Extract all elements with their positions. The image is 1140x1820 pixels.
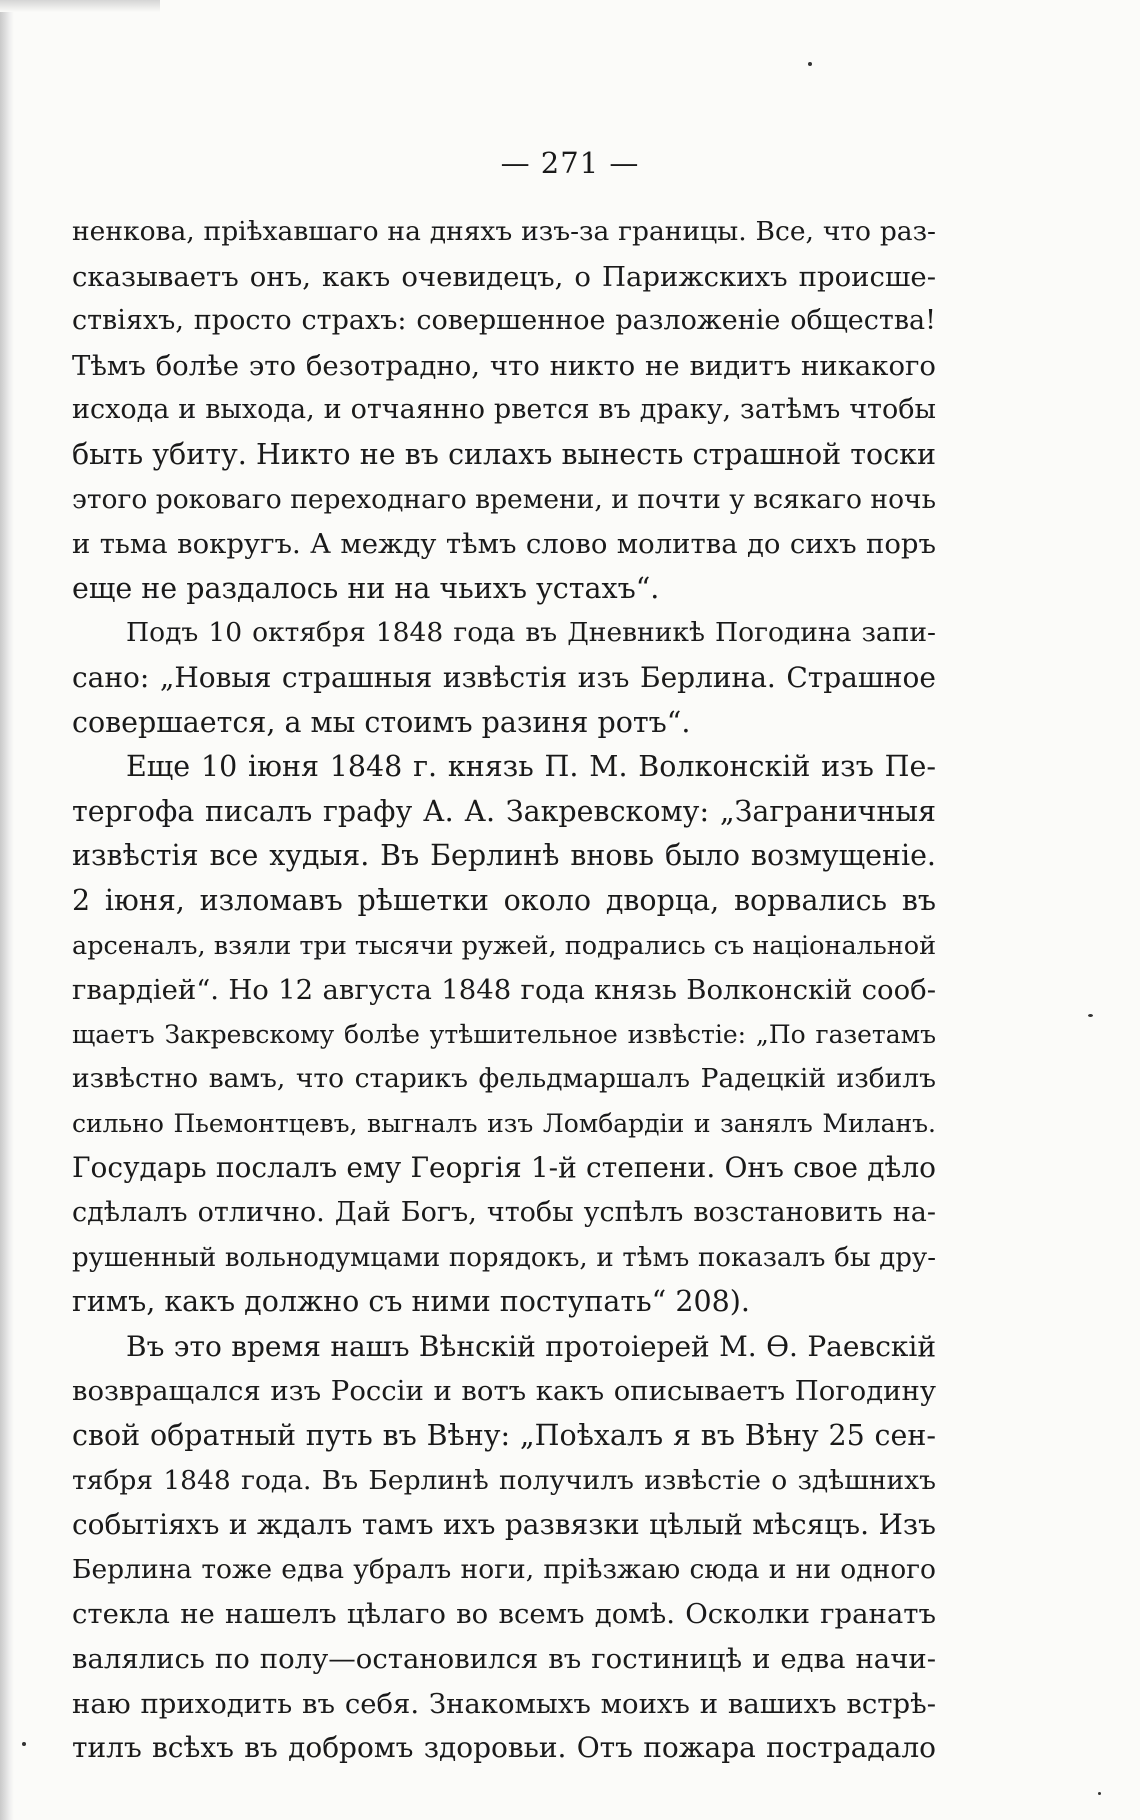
text-line: еще не раздалось ни на чьихъ устахъ“. bbox=[72, 571, 660, 605]
text-line: и тьма вокругъ. А между тѣмъ слово молитва до сихъ поръ bbox=[72, 528, 936, 561]
text-line: сильно Пьемонтцевъ, выгналъ изъ Ломбардіи и занялъ Миланъ. bbox=[72, 1108, 936, 1138]
scan-speck bbox=[1088, 1014, 1093, 1017]
scan-binding-shadow bbox=[0, 0, 14, 1820]
text-line: ствіяхъ, просто страхъ: совершенное разложеніе общества! bbox=[72, 305, 936, 337]
text-line: этого роковаго переходнаго времени, и почти у всякаго ночь bbox=[72, 483, 936, 515]
text-line: 2 іюня, изломавъ рѣшетки около дворца, ворвались въ bbox=[72, 883, 936, 917]
text-line: сано: „Новыя страшныя извѣстія изъ Берлина. Страшное bbox=[72, 660, 936, 694]
text-line: исхода и выхода, и отчаянно рвется въ драку, затѣмъ чтобы bbox=[72, 394, 936, 426]
text-line: рушенный вольнодумцами порядокъ, и тѣмъ показалъ бы дру- bbox=[72, 1242, 936, 1273]
text-line: щаетъ Закревскому болѣе утѣшительное извѣстіе: „По газетамъ bbox=[72, 1019, 936, 1049]
text-line: гимъ, какъ должно съ ними поступать“ 208). bbox=[72, 1285, 750, 1319]
text-line: гвардіей“. Но 12 августа 1848 года князь Волконскій сооб- bbox=[72, 974, 936, 1007]
text-line: Тѣмъ болѣе это безотрадно, что никто не видитъ никакого bbox=[72, 349, 936, 382]
text-line: валялись по полу—остановился въ гостиницѣ и едва начи- bbox=[72, 1643, 936, 1675]
text-line: извѣстно вамъ, что старикъ фельдмаршалъ Радецкій избилъ bbox=[72, 1063, 936, 1095]
text-line: стекла не нашелъ цѣлаго во всемъ домѣ. Осколки гранатъ bbox=[72, 1598, 936, 1631]
text-line: свой обратный путь въ Вѣну: „Поѣхалъ я въ Вѣну 25 сен- bbox=[72, 1419, 936, 1453]
page-number: — 271 — bbox=[500, 146, 640, 180]
text-line: сказываетъ онъ, какъ очевидецъ, о Парижскихъ происше- bbox=[72, 260, 936, 293]
text-line: совершается, а мы стоимъ разиня ротъ“. bbox=[72, 705, 691, 739]
text-line: тилъ всѣхъ въ добромъ здоровьи. Отъ пожара пострадало bbox=[72, 1731, 936, 1765]
text-line: Въ это время нашъ Вѣнскій протоіерей М. Ѳ. Раевскій bbox=[126, 1329, 936, 1363]
text-line: арсеналъ, взяли три тысячи ружей, подрались съ національной bbox=[72, 930, 936, 961]
scan-speck bbox=[1098, 1792, 1101, 1795]
text-line: Берлина тоже едва убралъ ноги, пріѣзжаю сюда и ни одного bbox=[72, 1553, 936, 1585]
scan-speck bbox=[808, 62, 812, 66]
text-line: наю приходить въ себя. Знакомыхъ моихъ и вашихъ встрѣ- bbox=[72, 1687, 936, 1720]
text-line: быть убиту. Никто не въ силахъ вынесть страшной тоски bbox=[72, 437, 936, 471]
text-line: Государь послалъ ему Георгія 1-й степени. Онъ свое дѣло bbox=[72, 1151, 936, 1185]
text-line: тергофа писалъ графу А. А. Закревскому: „Заграничныя bbox=[72, 794, 936, 828]
text-line: сдѣлалъ отлично. Дай Богъ, чтобы успѣлъ возстановить на- bbox=[72, 1197, 936, 1229]
text-line: ненкова, пріѣхавшаго на дняхъ изъ-за границы. Все, что раз- bbox=[72, 216, 936, 247]
scan-top-shadow bbox=[0, 0, 160, 12]
text-line: Подъ 10 октября 1848 года въ Дневникѣ Погодина запи- bbox=[126, 617, 936, 649]
text-line: Еще 10 іюня 1848 г. князь П. М. Волконскій изъ Пе- bbox=[126, 750, 936, 784]
body-text bbox=[72, 210, 936, 1771]
text-line: тября 1848 года. Въ Берлинѣ получилъ извѣстіе о здѣшнихъ bbox=[72, 1464, 936, 1496]
text-line: событіяхъ и ждалъ тамъ ихъ развязки цѣлый мѣсяцъ. Изъ bbox=[72, 1508, 936, 1542]
text-line: извѣстія все худыя. Въ Берлинѣ вновь было возмущеніе. bbox=[72, 839, 936, 873]
text-line: возвращался изъ Россіи и вотъ какъ описываетъ Погодину bbox=[72, 1375, 936, 1408]
scan-speck bbox=[22, 1742, 26, 1746]
